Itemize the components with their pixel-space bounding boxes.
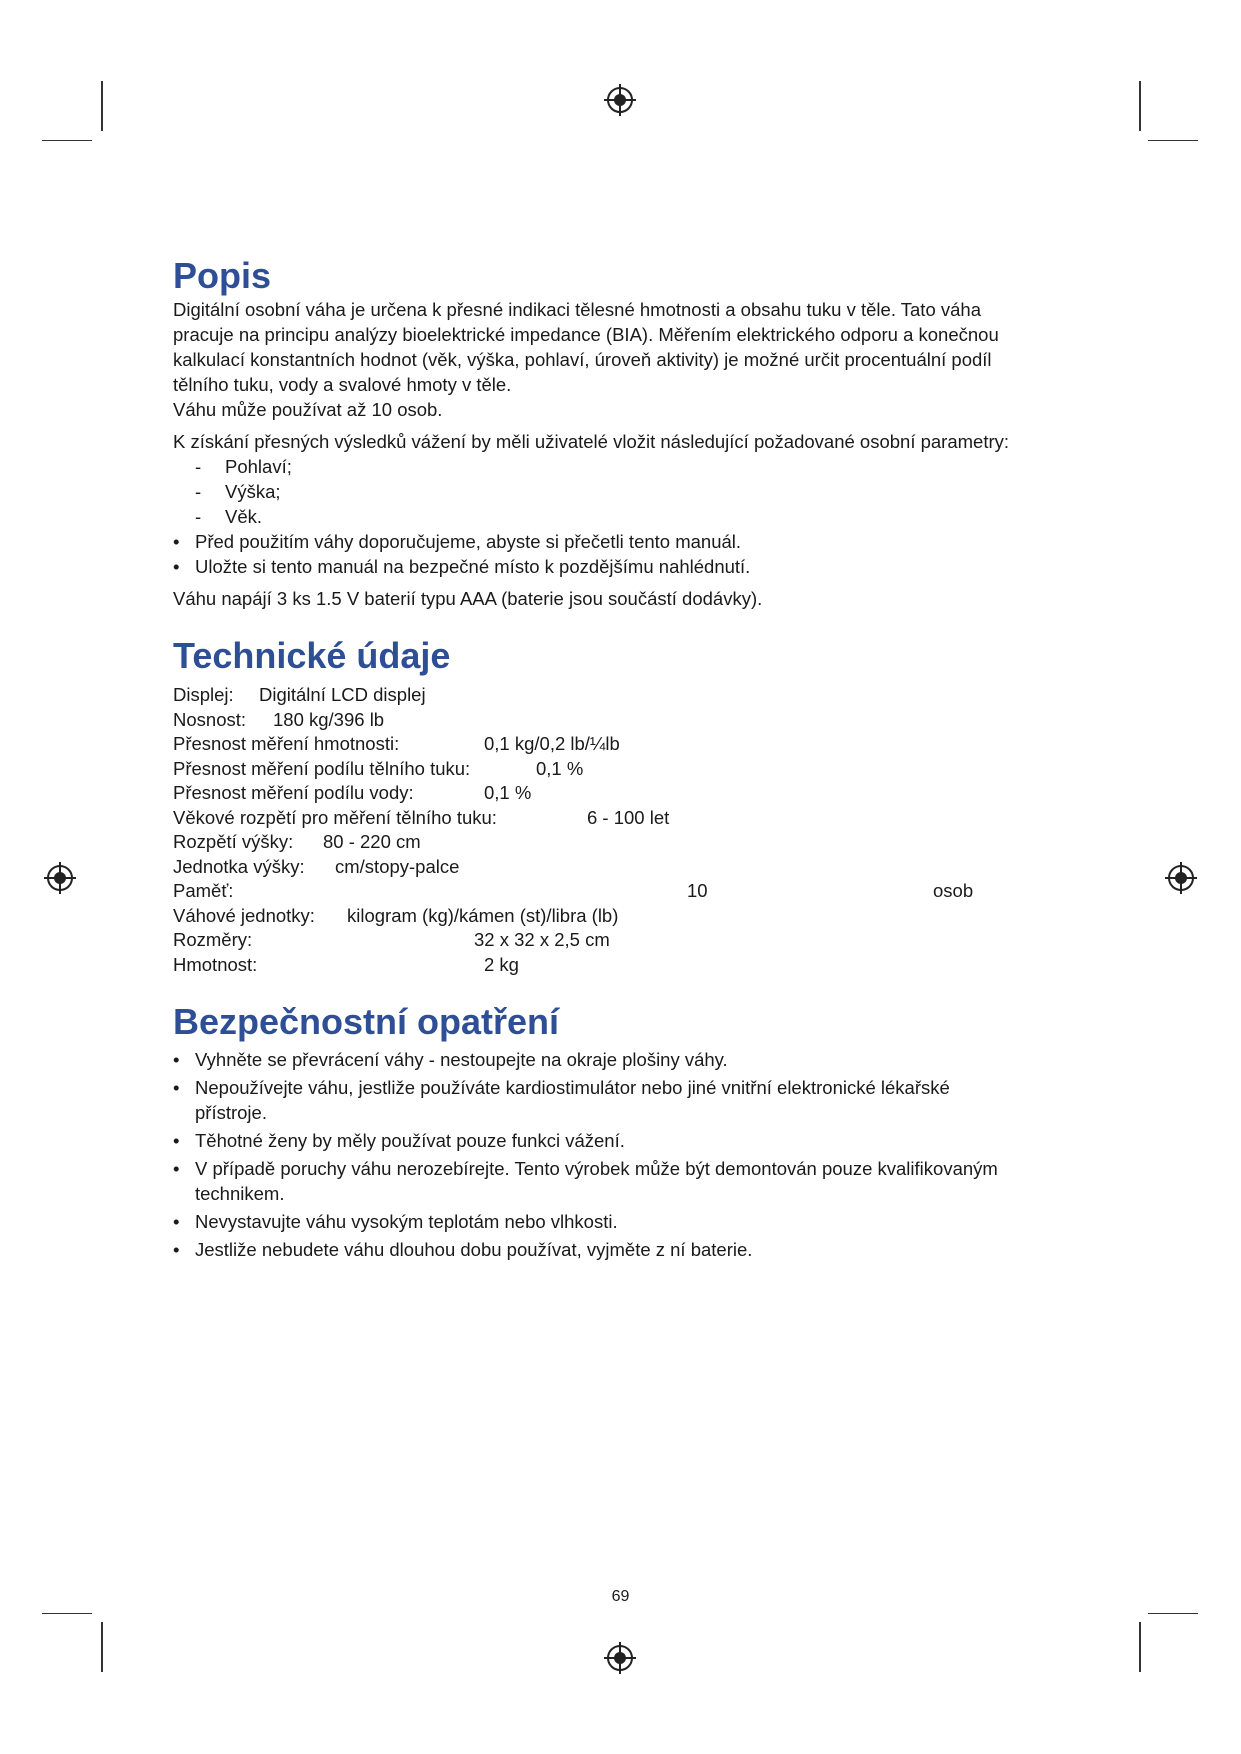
spec-row: Váhové jednotky: kilogram (kg)/kámen (st)/libra (lb) [173,904,619,926]
spec-row: Věkové rozpětí pro měření tělního tuku: 6 - 100 let [173,806,670,828]
spec-row: Přesnost měření hmotnosti: 0,1 kg/0,2 lb/¼lb [173,733,620,754]
spec-row: Hmotnost: 2 kg [173,953,519,975]
spec-row: Přesnost měření podílu vody: 0,1 % [173,782,532,803]
list-item: - Věk. [195,506,263,527]
section-title-tech: Technické údaje [173,635,451,676]
crop-mark [1139,81,1141,131]
popis-line: Váhu může používat až 10 osob. [173,399,443,420]
list-item: • Těhotné ženy by měly používat pouze funkci vážení. [173,1130,625,1151]
crop-mark [42,140,92,141]
list-item: • Vyhněte se převrácení váhy - nestoupejte na okraje plošiny váhy. [173,1049,728,1070]
section-title-popis: Popis [173,255,272,296]
registration-mark-icon [603,83,637,117]
crop-mark [101,81,103,131]
page-content [173,255,1093,1265]
crop-mark [1148,140,1198,141]
list-item: • Uložte si tento manuál na bezpečné místo k pozdějšímu nahlédnutí. [173,556,751,577]
popis-line: tělního tuku, vody a svalové hmoty v těle. [173,374,512,395]
spec-row: Rozměry: 32 x 32 x 2,5 cm [173,929,610,950]
list-item: - Pohlaví; [195,456,292,477]
spec-row: Rozpětí výšky: 80 - 220 cm [173,831,421,852]
safety-list [173,1047,1093,1262]
params-intro: K získání přesných výsledků vážení by měli uživatelé vložit následující požadované osobní parametry: [173,431,1010,452]
list-item: • V případě poruchy váhu nerozebírejte. Tento výrobek může být demontován pouze kvalifikovaným technikem. [173,1158,998,1204]
list-item: • Před použitím váhy doporučujeme, abyste si přečetli tento manuál. [173,531,742,552]
list-item: • Jestliže nebudete váhu dlouhou dobu používat, vyjměte z ní baterie. [173,1239,753,1260]
registration-mark-icon [1164,861,1198,895]
spec-row: Přesnost měření podílu tělního tuku: 0,1 % [173,757,584,779]
section-title-safety: Bezpečnostní opatření [173,1001,560,1042]
params-list [173,454,1093,529]
page-number: 69 [611,1588,630,1605]
popis-line: pracuje na principu analýzy bioelektrické impedance (BIA). Měřením elektrického odporu a konečnou [173,324,999,345]
notes-list [173,529,1093,579]
registration-mark-icon [603,1641,637,1675]
crop-mark [101,1622,103,1672]
popis-line: kalkulací konstantních hodnot (věk, výška, pohlaví, úroveň aktivity) je možné určit procentuální podíl [173,349,992,370]
crop-mark [42,1613,92,1614]
spec-row: Paměť: 10 osob [173,880,974,901]
crop-mark [1139,1622,1141,1672]
spec-row: Jednotka výšky: cm/stopy-palce [173,855,460,877]
list-item: - Výška; [195,481,281,502]
popis-line: Digitální osobní váha je určena k přesné indikaci tělesné hmotnosti a obsahu tuku v těle. Tato váha [173,299,981,320]
registration-mark-icon [43,861,77,895]
battery-note: Váhu napájí 3 ks 1.5 V baterií typu AAA (baterie jsou součástí dodávky). [173,588,763,609]
list-item: • Nepoužívejte váhu, jestliže používáte kardiostimulátor nebo jiné vnitřní elektronické lékařské přístroje. [173,1077,950,1123]
spec-row: Displej: Digitální LCD displej [173,684,426,705]
spec-row: Nosnost: 180 kg/396 lb [173,708,385,730]
list-item: • Nevystavujte váhu vysokým teplotám nebo vlhkosti. [173,1211,618,1232]
spec-table [173,683,1093,977]
crop-mark [1148,1613,1198,1614]
